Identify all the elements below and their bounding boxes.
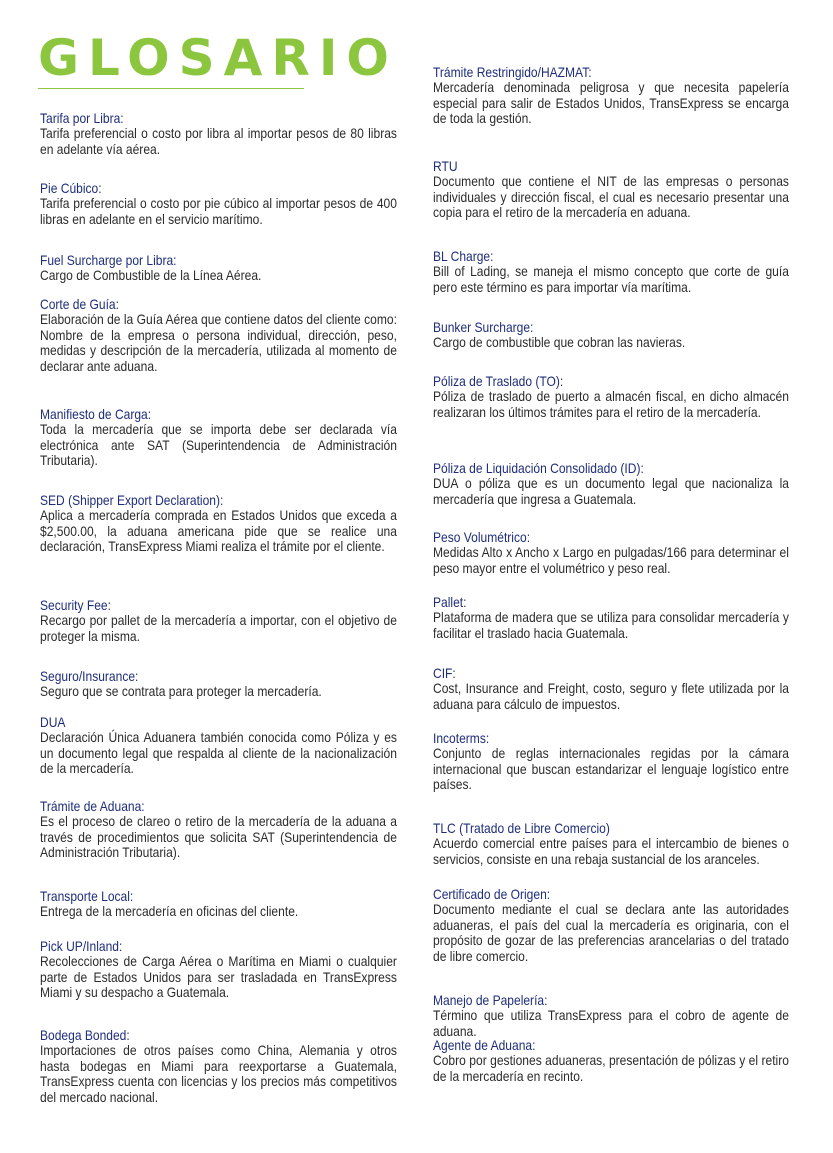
glossary-term: Póliza de Liquidación Consolidado (ID): — [433, 460, 644, 476]
glossary-term: BL Charge: — [433, 248, 494, 264]
glossary-entry — [40, 798, 397, 861]
glossary-term: Peso Volumétrico: — [433, 529, 531, 545]
glossary-term: Trámite Restringido/HAZMAT: — [433, 64, 592, 80]
glossary-entry — [40, 597, 397, 644]
glossary-term: Corte de Guía: — [40, 296, 119, 312]
glossary-definition: Cobro por gestiones aduaneras, presentación de pólizas y el retiro de la mercadería en recinto. — [433, 1052, 789, 1084]
glossary-definition: Bill of Lading, se maneja el mismo concepto que corte de guía pero este término es para importar vía marítima. — [433, 263, 789, 295]
glossary-entry — [40, 1027, 397, 1105]
glossary-entry — [40, 180, 397, 227]
glossary-term: RTU — [433, 158, 458, 174]
glossary-entry — [40, 714, 397, 777]
glossary-entry — [433, 820, 789, 867]
glossary-term: Trámite de Aduana: — [40, 798, 145, 814]
glossary-definition: Declaración Única Aduanera también conocida como Póliza y es un documento legal que respalda al cliente de la nacionalización de la mercadería. — [40, 729, 397, 776]
glossary-term: Fuel Surcharge por Libra: — [40, 252, 177, 268]
glossary-definition: Cargo de Combustible de la Línea Aérea. — [40, 267, 262, 283]
glossary-definition: Recargo por pallet de la mercadería a importar, con el objetivo de proteger la misma. — [40, 612, 397, 644]
glossary-definition: Término que utiliza TransExpress para el cobro de agente de aduana. — [433, 1007, 789, 1039]
glossary-term: TLC (Tratado de Libre Comercio) — [433, 820, 610, 836]
glossary-entry — [40, 938, 397, 1001]
glossary-entry — [433, 992, 789, 1039]
glossary-entry — [433, 730, 789, 793]
glossary-definition: Es el proceso de clareo o retiro de la mercadería de la aduana a través de procedimientos que solicita SAT (Superintendencia de Administración Tributaria). — [40, 813, 397, 860]
glossary-term: DUA — [40, 714, 66, 730]
glossary-definition: Conjunto de reglas internacionales regidas por la cámara internacional que buscan estandarizar el lenguaje logístico entre países. — [433, 745, 789, 792]
glossary-term: Seguro/Insurance: — [40, 668, 139, 684]
glossary-entry — [40, 252, 397, 284]
glossary-definition: Plataforma de madera que se utiliza para consolidar mercadería y facilitar el traslado hacia Guatemala. — [433, 609, 789, 641]
glossary-definition: Póliza de traslado de puerto a almacén fiscal, en dicho almacén realizaran los últimos trámites para el retiro de la mercadería. — [433, 388, 789, 420]
glossary-term: SED (Shipper Export Declaration): — [40, 492, 224, 508]
glossary-entry — [433, 248, 789, 295]
glossary-definition: Cost, Insurance and Freight, costo, seguro y flete utilizada por la aduana para cálculo de impuestos. — [433, 680, 789, 712]
glossary-term: Manifiesto de Carga: — [40, 406, 152, 422]
glossary-definition: Seguro que se contrata para proteger la mercadería. — [40, 683, 322, 699]
glossary-definition: Documento que contiene el NIT de las empresas o personas individuales y dirección fiscal, el cual es necesario presentar una copia para el retiro de la mercadería en aduana. — [433, 173, 789, 220]
glossary-term: CIF: — [433, 665, 456, 681]
title-underline — [38, 88, 304, 89]
glossary-term: Bunker Surcharge: — [433, 319, 534, 335]
glossary-entry — [433, 886, 789, 964]
page-title: GLOSARIO — [38, 29, 398, 87]
glossary-entry — [40, 110, 397, 157]
glossary-definition: Documento mediante el cual se declara ante las autoridades aduaneras, el país del cual la mercadería es originaria, con el propósito de gozar de las preferencias arancelarias o del tratado de libre comercio. — [433, 901, 789, 964]
glossary-entry — [40, 668, 397, 700]
glossary-entry — [433, 319, 789, 351]
glossary-entry — [40, 406, 397, 469]
glossary-entry — [433, 64, 789, 127]
glossary-term: Incoterms: — [433, 730, 490, 746]
glossary-definition: DUA o póliza que es un documento legal que nacionaliza la mercadería que ingresa a Guatemala. — [433, 475, 789, 507]
glossary-definition: Mercadería denominada peligrosa y que necesita papelería especial para salir de Estados Unidos, TransExpress se encarga de toda la gestión. — [433, 79, 789, 126]
glossary-term: Certificado de Origen: — [433, 886, 551, 902]
glossary-entry — [40, 492, 397, 555]
glossary-entry — [40, 296, 397, 374]
glossary-entry — [433, 1037, 789, 1084]
glossary-entry — [433, 665, 789, 712]
glossary-definition: Elaboración de la Guía Aérea que contiene datos del cliente como: Nombre de la empresa o persona individual, dirección, peso, medidas y descripción de la mercadería, utilizada al momento de declarar ante aduana. — [40, 311, 397, 374]
glossary-definition: Acuerdo comercial entre países para el intercambio de bienes o servicios, consiste en una rebaja sustancial de los aranceles. — [433, 835, 789, 867]
glossary-term: Bodega Bonded: — [40, 1027, 130, 1043]
glossary-definition: Aplica a mercadería comprada en Estados Unidos que exceda a $2,500.00, la aduana americana pide que se realice una declaración, TransExpress Miami realiza el trámite por el cliente. — [40, 507, 397, 554]
glossary-definition: Tarifa preferencial o costo por libra al importar pesos de 80 libras en adelante vía aérea. — [40, 125, 397, 157]
glossary-definition: Cargo de combustible que cobran las navieras. — [433, 334, 686, 350]
glossary-entry — [433, 594, 789, 641]
glossary-term: Manejo de Papelería: — [433, 992, 548, 1008]
glossary-entry — [433, 373, 789, 420]
glossary-term: Tarifa por Libra: — [40, 110, 124, 126]
glossary-definition: Recolecciones de Carga Aérea o Marítima en Miami o cualquier parte de Estados Unidos para ser trasladada en TransExpress Miami y su despacho a Guatemala. — [40, 953, 397, 1000]
glossary-term: Pallet: — [433, 594, 467, 610]
glossary-definition: Tarifa preferencial o costo por pie cúbico al importar pesos de 400 libras en adelante en el servicio marítimo. — [40, 195, 397, 227]
glossary-entry — [40, 888, 397, 920]
glossary-definition: Importaciones de otros países como China, Alemania y otros hasta bodegas en Miami para reexportarse a Guatemala, TransExpress cuenta con licencias y los precios más competitivos del mercado nacional. — [40, 1042, 397, 1105]
glossary-definition: Entrega de la mercadería en oficinas del cliente. — [40, 903, 299, 919]
glossary-term: Pie Cúbico: — [40, 180, 102, 196]
glossary-term: Security Fee: — [40, 597, 111, 613]
glossary-definition: Medidas Alto x Ancho x Largo en pulgadas/166 para determinar el peso mayor entre el volumétrico y peso real. — [433, 544, 789, 576]
glossary-entry — [433, 529, 789, 576]
glossary-term: Agente de Aduana: — [433, 1037, 536, 1053]
glossary-term: Pick UP/Inland: — [40, 938, 123, 954]
glossary-entry — [433, 460, 789, 507]
glossary-entry — [433, 158, 789, 221]
glossary-term: Póliza de Traslado (TO): — [433, 373, 564, 389]
glossary-definition: Toda la mercadería que se importa debe ser declarada vía electrónica ante SAT (Superintendencia de Administración Tributaria). — [40, 421, 397, 468]
glossary-term: Transporte Local: — [40, 888, 134, 904]
